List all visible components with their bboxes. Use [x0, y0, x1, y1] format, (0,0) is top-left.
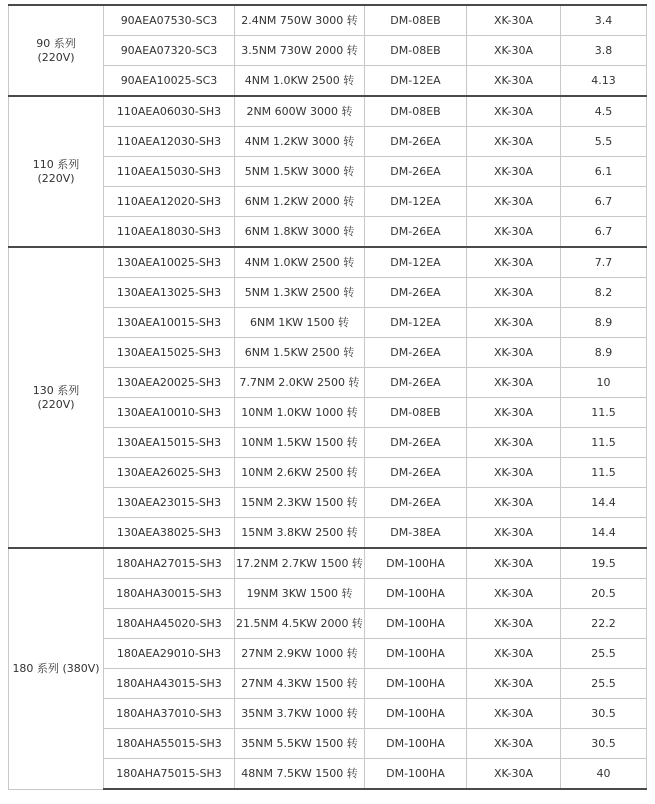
- cable-model-cell: XK-30A: [467, 127, 561, 157]
- motor-model-cell: 180AHA27015-SH3: [104, 548, 235, 579]
- driver-model-cell: DM-100HA: [365, 729, 467, 759]
- driver-model-cell: DM-38EA: [365, 518, 467, 549]
- cable-model-cell: XK-30A: [467, 639, 561, 669]
- driver-model-cell: DM-100HA: [365, 669, 467, 699]
- table-row: [9, 96, 647, 127]
- motor-model-cell: 130AEA15025-SH3: [104, 338, 235, 368]
- motor-spec-cell: 21.5NM 4.5KW 2000 转: [235, 609, 365, 639]
- table-row: [9, 278, 647, 308]
- cable-model-cell: XK-30A: [467, 187, 561, 217]
- weight-cell: 22.2: [561, 609, 647, 639]
- weight-cell: 6.7: [561, 217, 647, 248]
- weight-cell: 4.5: [561, 96, 647, 127]
- series-label-cell: [9, 548, 104, 789]
- motor-model-cell: 180AHA45020-SH3: [104, 609, 235, 639]
- weight-cell: 40: [561, 759, 647, 790]
- cable-model-cell: XK-30A: [467, 398, 561, 428]
- table-row: [9, 458, 647, 488]
- table-row: [9, 308, 647, 338]
- motor-model-cell: 180AHA37010-SH3: [104, 699, 235, 729]
- cable-model-cell: XK-30A: [467, 428, 561, 458]
- driver-model-cell: DM-08EB: [365, 36, 467, 66]
- driver-model-cell: DM-26EA: [365, 338, 467, 368]
- cable-model-cell: XK-30A: [467, 247, 561, 278]
- motor-model-cell: 130AEA10025-SH3: [104, 247, 235, 278]
- driver-model-cell: DM-08EB: [365, 96, 467, 127]
- table-row: [9, 5, 647, 36]
- motor-spec-cell: 4NM 1.0KW 2500 转: [235, 247, 365, 278]
- weight-cell: 30.5: [561, 699, 647, 729]
- motor-spec-cell: 35NM 3.7KW 1000 转: [235, 699, 365, 729]
- motor-spec-cell: 2NM 600W 3000 转: [235, 96, 365, 127]
- motor-spec-cell: 48NM 7.5KW 1500 转: [235, 759, 365, 790]
- motor-spec-cell: 27NM 2.9KW 1000 转: [235, 639, 365, 669]
- series-name: 110 系列: [32, 157, 80, 171]
- motor-model-cell: 130AEA26025-SH3: [104, 458, 235, 488]
- cable-model-cell: XK-30A: [467, 66, 561, 97]
- weight-cell: 11.5: [561, 398, 647, 428]
- series-name: 180 系列: [12, 661, 59, 675]
- table-row: [9, 398, 647, 428]
- cable-model-cell: XK-30A: [467, 729, 561, 759]
- cable-model-cell: XK-30A: [467, 699, 561, 729]
- weight-cell: 25.5: [561, 669, 647, 699]
- cable-model-cell: XK-30A: [467, 488, 561, 518]
- weight-cell: 8.9: [561, 338, 647, 368]
- motor-model-cell: 110AEA18030-SH3: [104, 217, 235, 248]
- motor-model-cell: 90AEA07530-SC3: [104, 5, 235, 36]
- cable-model-cell: XK-30A: [467, 458, 561, 488]
- cable-model-cell: XK-30A: [467, 96, 561, 127]
- cable-model-cell: XK-30A: [467, 759, 561, 790]
- table-row: [9, 699, 647, 729]
- table-row: [9, 157, 647, 187]
- motor-model-cell: 180AHA55015-SH3: [104, 729, 235, 759]
- table-row: [9, 338, 647, 368]
- table-row: [9, 579, 647, 609]
- series-voltage: (220V): [37, 50, 75, 64]
- weight-cell: 5.5: [561, 127, 647, 157]
- cable-model-cell: XK-30A: [467, 518, 561, 549]
- motor-model-cell: 130AEA10010-SH3: [104, 398, 235, 428]
- cable-model-cell: XK-30A: [467, 36, 561, 66]
- cable-model-cell: XK-30A: [467, 217, 561, 248]
- cable-model-cell: XK-30A: [467, 368, 561, 398]
- cable-model-cell: XK-30A: [467, 548, 561, 579]
- driver-model-cell: DM-26EA: [365, 127, 467, 157]
- driver-model-cell: DM-100HA: [365, 609, 467, 639]
- motor-model-cell: 110AEA06030-SH3: [104, 96, 235, 127]
- weight-cell: 14.4: [561, 518, 647, 549]
- driver-model-cell: DM-26EA: [365, 458, 467, 488]
- motor-spec-cell: 15NM 2.3KW 1500 转: [235, 488, 365, 518]
- weight-cell: 7.7: [561, 247, 647, 278]
- driver-model-cell: DM-26EA: [365, 488, 467, 518]
- series-label-cell: [9, 247, 104, 548]
- motor-model-cell: 130AEA15015-SH3: [104, 428, 235, 458]
- driver-model-cell: DM-26EA: [365, 278, 467, 308]
- driver-model-cell: DM-08EB: [365, 398, 467, 428]
- motor-spec-cell: 19NM 3KW 1500 转: [235, 579, 365, 609]
- motor-model-cell: 110AEA15030-SH3: [104, 157, 235, 187]
- motor-model-cell: 130AEA20025-SH3: [104, 368, 235, 398]
- motor-spec-cell: 4NM 1.2KW 3000 转: [235, 127, 365, 157]
- motor-spec-cell: 15NM 3.8KW 2500 转: [235, 518, 365, 549]
- weight-cell: 8.9: [561, 308, 647, 338]
- cable-model-cell: XK-30A: [467, 5, 561, 36]
- driver-model-cell: DM-100HA: [365, 639, 467, 669]
- table-row: [9, 518, 647, 549]
- motor-spec-cell: 4NM 1.0KW 2500 转: [235, 66, 365, 97]
- series-name: 130 系列: [32, 383, 80, 397]
- table-row: [9, 548, 647, 579]
- motor-model-cell: 130AEA10015-SH3: [104, 308, 235, 338]
- weight-cell: 6.7: [561, 187, 647, 217]
- weight-cell: 19.5: [561, 548, 647, 579]
- series-name: 90 系列: [36, 36, 76, 50]
- weight-cell: 25.5: [561, 639, 647, 669]
- driver-model-cell: DM-12EA: [365, 308, 467, 338]
- weight-cell: 14.4: [561, 488, 647, 518]
- motor-model-cell: 130AEA23015-SH3: [104, 488, 235, 518]
- driver-model-cell: DM-100HA: [365, 548, 467, 579]
- motor-model-cell: 130AEA38025-SH3: [104, 518, 235, 549]
- motor-spec-cell: 10NM 1.0KW 1000 转: [235, 398, 365, 428]
- motor-spec-cell: 10NM 2.6KW 2500 转: [235, 458, 365, 488]
- table-row: [9, 639, 647, 669]
- motor-spec-cell: 5NM 1.5KW 3000 转: [235, 157, 365, 187]
- weight-cell: 30.5: [561, 729, 647, 759]
- motor-model-cell: 130AEA13025-SH3: [104, 278, 235, 308]
- motor-model-cell: 180AHA30015-SH3: [104, 579, 235, 609]
- table-row: [9, 488, 647, 518]
- driver-model-cell: DM-26EA: [365, 157, 467, 187]
- driver-model-cell: DM-100HA: [365, 699, 467, 729]
- motor-spec-cell: 6NM 1.8KW 3000 转: [235, 217, 365, 248]
- driver-model-cell: DM-26EA: [365, 368, 467, 398]
- motor-spec-cell: 2.4NM 750W 3000 转: [235, 5, 365, 36]
- table-row: [9, 36, 647, 66]
- table-row: [9, 609, 647, 639]
- weight-cell: 10: [561, 368, 647, 398]
- motor-model-cell: 180AHA43015-SH3: [104, 669, 235, 699]
- table-row: [9, 187, 647, 217]
- motor-spec-cell: 5NM 1.3KW 2500 转: [235, 278, 365, 308]
- motor-spec-cell: 35NM 5.5KW 1500 转: [235, 729, 365, 759]
- servo-motor-spec-table: [8, 4, 647, 790]
- motor-spec-cell: 27NM 4.3KW 1500 转: [235, 669, 365, 699]
- driver-model-cell: DM-12EA: [365, 247, 467, 278]
- weight-cell: 20.5: [561, 579, 647, 609]
- motor-model-cell: 90AEA07320-SC3: [104, 36, 235, 66]
- driver-model-cell: DM-12EA: [365, 187, 467, 217]
- motor-spec-cell: 10NM 1.5KW 1500 转: [235, 428, 365, 458]
- series-label-cell: [9, 5, 104, 96]
- motor-spec-cell: 7.7NM 2.0KW 2500 转: [235, 368, 365, 398]
- motor-model-cell: 180AEA29010-SH3: [104, 639, 235, 669]
- table-row: [9, 66, 647, 97]
- motor-model-cell: 180AHA75015-SH3: [104, 759, 235, 790]
- motor-spec-cell: 17.2NM 2.7KW 1500 转: [235, 548, 365, 579]
- weight-cell: 3.8: [561, 36, 647, 66]
- series-label-cell: [9, 96, 104, 247]
- cable-model-cell: XK-30A: [467, 669, 561, 699]
- driver-model-cell: DM-26EA: [365, 428, 467, 458]
- weight-cell: 3.4: [561, 5, 647, 36]
- motor-spec-cell: 6NM 1KW 1500 转: [235, 308, 365, 338]
- series-voltage: (220V): [37, 397, 75, 411]
- driver-model-cell: DM-100HA: [365, 579, 467, 609]
- weight-cell: 8.2: [561, 278, 647, 308]
- driver-model-cell: DM-100HA: [365, 759, 467, 790]
- table-row: [9, 759, 647, 790]
- table-row: [9, 127, 647, 157]
- series-voltage: (380V): [62, 661, 100, 675]
- cable-model-cell: XK-30A: [467, 579, 561, 609]
- driver-model-cell: DM-08EB: [365, 5, 467, 36]
- driver-model-cell: DM-26EA: [365, 217, 467, 248]
- cable-model-cell: XK-30A: [467, 157, 561, 187]
- table-row: [9, 247, 647, 278]
- table-row: [9, 669, 647, 699]
- table-row: [9, 729, 647, 759]
- motor-spec-cell: 6NM 1.5KW 2500 转: [235, 338, 365, 368]
- weight-cell: 11.5: [561, 428, 647, 458]
- weight-cell: 6.1: [561, 157, 647, 187]
- cable-model-cell: XK-30A: [467, 308, 561, 338]
- table-row: [9, 428, 647, 458]
- weight-cell: 4.13: [561, 66, 647, 97]
- driver-model-cell: DM-12EA: [365, 66, 467, 97]
- cable-model-cell: XK-30A: [467, 278, 561, 308]
- motor-model-cell: 90AEA10025-SC3: [104, 66, 235, 97]
- motor-spec-cell: 3.5NM 730W 2000 转: [235, 36, 365, 66]
- table-row: [9, 217, 647, 248]
- cable-model-cell: XK-30A: [467, 338, 561, 368]
- table-row: [9, 368, 647, 398]
- motor-model-cell: 110AEA12030-SH3: [104, 127, 235, 157]
- cable-model-cell: XK-30A: [467, 609, 561, 639]
- spec-table-body: [9, 5, 647, 789]
- series-voltage: (220V): [37, 171, 75, 185]
- motor-spec-cell: 6NM 1.2KW 2000 转: [235, 187, 365, 217]
- weight-cell: 11.5: [561, 458, 647, 488]
- motor-model-cell: 110AEA12020-SH3: [104, 187, 235, 217]
